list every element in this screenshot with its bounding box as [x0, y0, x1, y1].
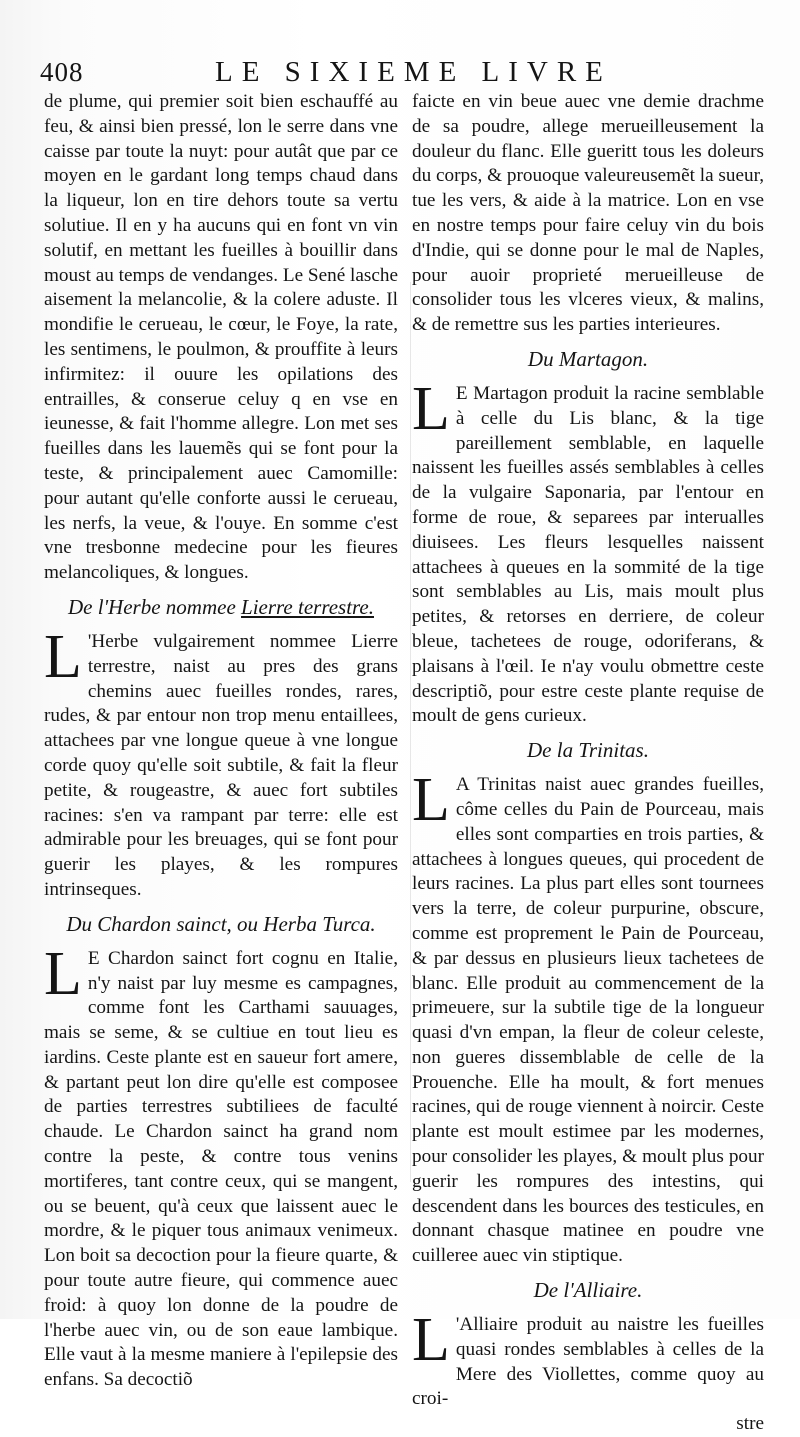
alliaire-text: 'Alliaire produit au naistre les fueilles quasi rondes semblables à celles de la Mere des Viollettes, comme quoy au croi-: [412, 1314, 764, 1410]
heading-lierre-terrestre: [44, 594, 398, 620]
catchword: stre: [736, 1413, 764, 1435]
chardon-paragraph: [44, 939, 398, 1393]
chardon-text: E Chardon sainct fort cognu en Italie, n'y naist par luy mesme es campagnes, comme font les Carthami sauuages, mais se seme, & se cultiue en tout lieu es iardins. Ceste plante est en saueur fort amere, & partant peut lon dire qu'elle est composee de parties terrestres subtiliees de faculté chaude. Le Chardon sainct ha grand nom contre la peste, & contre tous venins mortiferes, tant contre ceux, qui se mangent, ou se beuent, qu'à ceux que laissent auec le mordre, & le piquer tous animaux venimeux. Lon boit sa decoction pour la fieure quarte, & pour toute autre fieure, qui commence auec froid: à quoy lon donne de la poudre de l'herbe auec vin, ou de son eaue lambique. Elle vaut à la mesme maniere à l'epilepsie des enfans. Sa decoctiõ: [44, 947, 398, 1391]
trinitas-paragraph: [412, 766, 764, 1269]
page-header: [40, 52, 770, 92]
lierre-paragraph: [44, 622, 398, 903]
heading-trinitas: De la Trinitas.: [527, 738, 649, 763]
drop-cap-martagon: L: [412, 374, 450, 443]
drop-cap-chardon: L: [44, 939, 82, 1008]
heading-martagon: Du Martagon.: [527, 346, 649, 371]
drop-cap-alliaire: L: [412, 1306, 450, 1375]
running-title: LE SIXIEME LIVRE: [215, 56, 612, 88]
heading-lierre-term: Lierre terrestre.: [241, 594, 374, 619]
heading-chardon-sainct: Du Chardon sainct, ou Herba Turca.: [66, 911, 376, 936]
lierre-text: 'Herbe vulgairement nommee Lierre terrestre, naist au pres des grans chemins auec fueilles rondes, rares, rudes, & par entour non trop menu entaillees, attachees par vne longue queue à vne longue corde quoy qu'elle soit subtile, & fait la fleur petite, & rougeastre, & auec fort subtiles racines: s'en va rampant par terre: elle est admirable pour les breuages, qui se font pour guerir les playes, & les rompures intrinseques.: [44, 630, 398, 900]
right-column: [412, 90, 764, 1437]
martagon-text: E Martagon produit la racine semblable à celle du Lis blanc, & la tige pareillement semblable, en laquelle naissent les fueilles assés semblables à celles de la vulgaire Saponaria, par l'entour en forme de roue, & separees par interualles diuisees. Les fleurs lesquelles naissent attachees à queues en la sommité de la tige sont semblables au Lis, mais moult plus petites, & retorses en derriere, de coleur bleue, tachetees de rouge, odoriferans, & plaisans à l'œil. Ie n'ay voulu obmettre ceste descriptiõ, pour estre ceste plante requise de moult de gens curieux.: [412, 382, 764, 727]
drop-cap-lierre: L: [44, 622, 82, 691]
heading-lierre-prefix: De l'Herbe nommee: [68, 594, 242, 619]
left-column: [44, 90, 398, 1393]
bleed-through-shadow: [410, 282, 411, 1182]
heading-alliaire: De l'Alliaire.: [533, 1278, 643, 1303]
chardon-continuation-paragraph: faicte en vin beue auec vne demie drachme de sa poudre, allege merueilleusement la douleur du flanc. Elle gueritt tous les doleurs du corps, & prouoque valeureusemẽt la sueur, tue les vers, & aide à la matrice. Lon en vse en nostre temps pour faire celuy vin du bois d'Indie, qui se donne pour le mal de Naples, pour auoir proprieté merueilleuse de consolider tous les vlceres vieux, & malins, & de remettre sus les parties interieures.: [412, 91, 764, 336]
trinitas-text: A Trinitas naist auec grandes fueilles, côme celles du Pain de Pourceau, mais elles sont comparties en trois parties, & attachees à longues queues, qui procedent de leurs racines. La plus part elles sont tournees vers la terre, de coleur purpurine, obscure, comme est proprement le Pain de Pourceau, & par dessus en plusieurs lieux tachetees de blanc. Elle produit au commencement de la primeuere, sur la subtile tige de la longueur quasi d'vn empan, la fleur de coleur celeste, non gueres dissemblable de celle de la Prouenche. Elle ha moult, & fort menues racines, qui de rouge viennent à noircir. Ceste plante est moult estimee par les modernes, pour consolider les playes, & moult plus pour guerir les rompures des intestins, qui descendent dans les bources des testicules, en donnant chasque matinee en poudre vne cuilleree auec vin stiptique.: [412, 774, 764, 1267]
alliaire-paragraph: [412, 1306, 764, 1412]
senna-continuation-paragraph: de plume, qui premier soit bien eschauffé au feu, & ainsi bien pressé, lon le serre dans vne caisse par toute la nuyt: pour autât que par ce moyen en le gardant long temps chaud dans la liqueur, lon en tire dehors toute sa vertu solutiue. Il en y ha aucuns qui en font vn vin solutif, en mettant les fueilles à bouillir dans moust au temps de vendanges. Le Sené lasche aisement la melancolie, & la colere aduste. Il mondifie le cerueau, le cœur, le Foye, la rate, les sentimens, le poulmon, & prouffite à leurs infirmitez: il ouure les opilations des entrailles, & conserue celuy q en vse en ieunesse, & fait l'homme allegre. Lon met ses fueilles dans les lauemẽs qui se font pour la teste, & principalement auec Camomille: pour autant qu'elle conforte aussi le cerueau, les nerfs, la veue, & l'ouye. En somme c'est vne tresbonne medecine pour les fieures melancoliques, & longues.: [44, 91, 398, 584]
drop-cap-trinitas: L: [412, 766, 450, 835]
martagon-paragraph: [412, 374, 764, 729]
folio-number: 408: [40, 57, 84, 87]
